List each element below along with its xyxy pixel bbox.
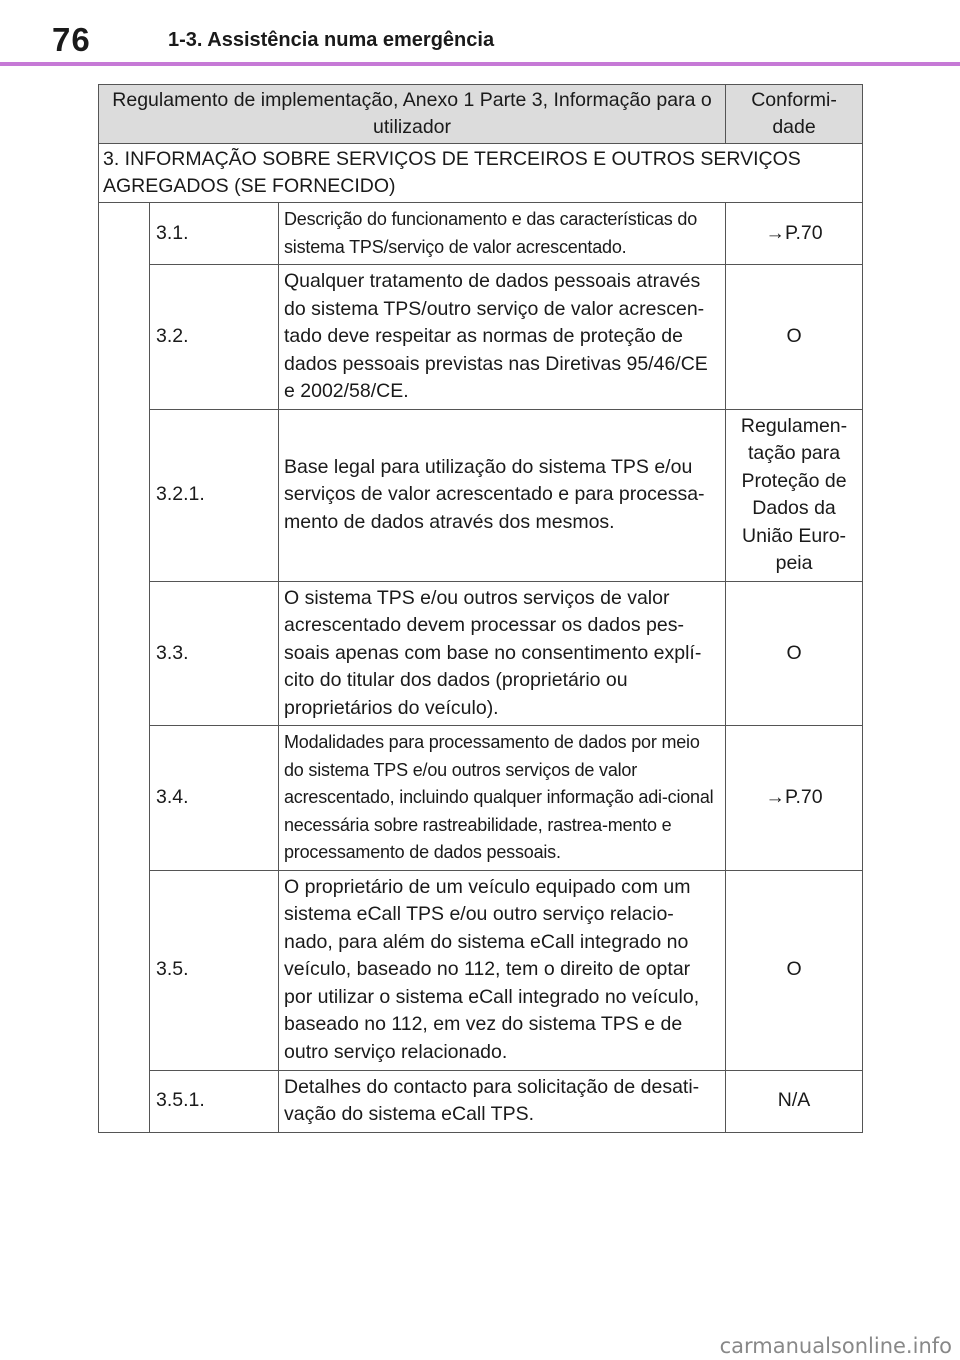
row-number: 3.1. xyxy=(150,203,279,265)
page-header xyxy=(0,0,960,64)
table-row xyxy=(99,1070,863,1132)
indent-cell xyxy=(99,203,150,1133)
table-row xyxy=(99,870,863,1070)
row-text: Modalidades para processamento de dados por meio do sistema TPS e/ou outros serviços de valor acrescentado, incluindo qualquer informação adi-cional necessária sobre rastreabilidade, rastrea-mento e processamento de dados pessoais. xyxy=(279,726,726,871)
table-header-row xyxy=(99,85,863,144)
row-number: 3.3. xyxy=(150,581,279,726)
row-conformity: →P.70 xyxy=(726,726,863,871)
table-row xyxy=(99,409,863,581)
row-number: 3.5.1. xyxy=(150,1070,279,1132)
row-text: Qualquer tratamento de dados pessoais através do sistema TPS/outro serviço de valor acrescen-tado deve respeitar as normas de proteção de dados pessoais previstas nas Diretivas 95/46/CE e 2002/58/CE. xyxy=(279,265,726,410)
header-regulation: Regulamento de implementação, Anexo 1 Parte 3, Informação para o utilizador xyxy=(99,85,726,144)
row-text: Detalhes do contacto para solicitação de desati-vação do sistema eCall TPS. xyxy=(279,1070,726,1132)
row-conformity: O xyxy=(726,870,863,1070)
row-conformity: Regulamen-tação para Proteção de Dados da União Euro-peia xyxy=(726,409,863,581)
row-text: O sistema TPS e/ou outros serviços de valor acrescentado devem processar os dados pes-soais apenas com base no consentimento explí-cito do titular dos dados (proprietário ou proprietários do veículo). xyxy=(279,581,726,726)
page-number: 76 xyxy=(52,21,91,58)
row-text: Descrição do funcionamento e das características do sistema TPS/serviço de valor acrescentado. xyxy=(279,203,726,265)
row-text: Base legal para utilização do sistema TPS e/ou serviços de valor acrescentado e para processa-mento de dados através dos mesmos. xyxy=(279,409,726,581)
regulation-table xyxy=(98,84,863,1133)
table-row xyxy=(99,265,863,410)
row-number: 3.4. xyxy=(150,726,279,871)
header-conformity: Conformi-dade xyxy=(726,85,863,144)
row-conformity: O xyxy=(726,581,863,726)
row-text: O proprietário de um veículo equipado com um sistema eCall TPS e/ou outro serviço relacio-nado, para além do sistema eCall integrado no veículo, baseado no 112, tem o direito de optar por utilizar o sistema eCall integrado no veículo, baseado no 112, em vez do sistema TPS e de outro serviço relacionado. xyxy=(279,870,726,1070)
row-conformity: →P.70 xyxy=(726,203,863,265)
table-row xyxy=(99,581,863,726)
section-title: 1-3. Assistência numa emergência xyxy=(168,29,495,51)
section-row xyxy=(99,144,863,203)
table-row xyxy=(99,203,863,265)
row-number: 3.2.1. xyxy=(150,409,279,581)
section-title-cell: 3. INFORMAÇÃO SOBRE SERVIÇOS DE TERCEIROS E OUTROS SERVIÇOS AGREGADOS (SE FORNECIDO) xyxy=(99,144,863,203)
row-number: 3.2. xyxy=(150,265,279,410)
row-number: 3.5. xyxy=(150,870,279,1070)
header-divider xyxy=(0,62,960,66)
row-conformity: N/A xyxy=(726,1070,863,1132)
row-conformity: O xyxy=(726,265,863,410)
table-row xyxy=(99,726,863,871)
watermark: carmanualsonline.info xyxy=(719,1334,952,1358)
